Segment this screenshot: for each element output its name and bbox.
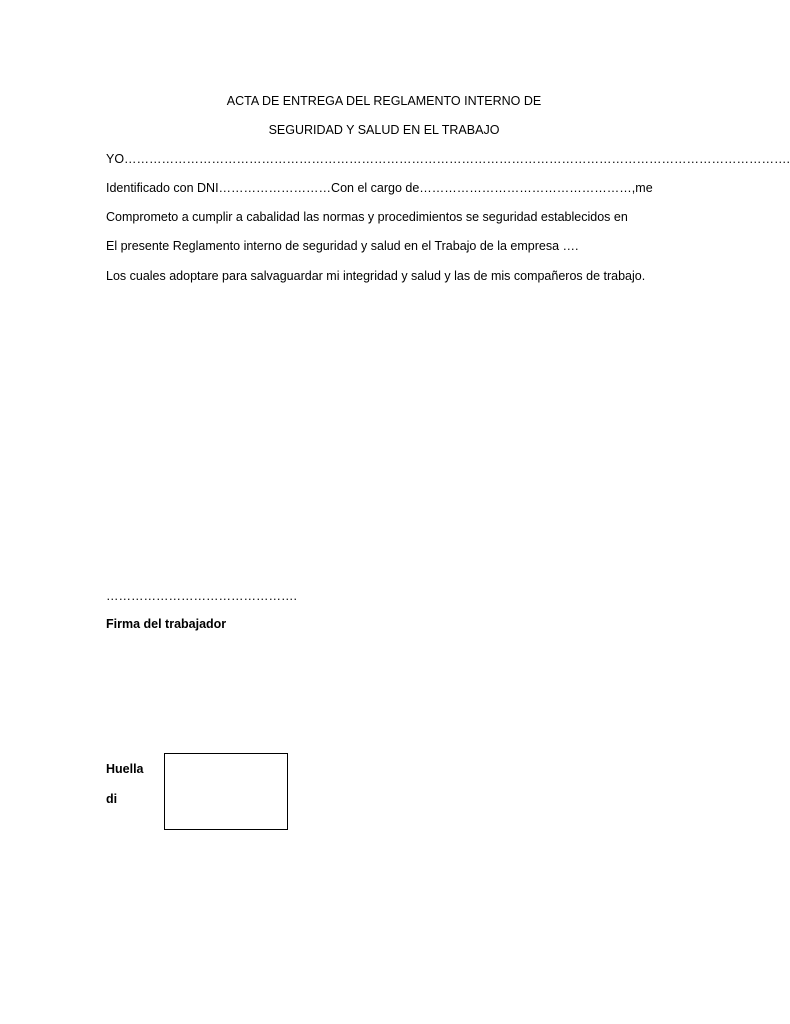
fingerprint-box [164,753,288,830]
body-line-regulation: El presente Reglamento interno de seguridad y salud en el Trabajo de la empresa …. [106,239,579,253]
fingerprint-label-1: Huella [106,762,144,776]
signature-label: Firma del trabajador [106,617,227,631]
body-line-dni: Identificado con DNI………………………Con el cargo de……………………………………………,me [106,181,653,195]
signature-line: ………………………………………. [106,589,297,603]
body-line-purpose: Los cuales adoptare para salvaguardar mi integridad y salud y las de mis compañeros de trabajo. [106,269,646,283]
body-line-name: YO……………………………………………………………………………………………………………………………………………. [106,152,790,166]
fingerprint-label-2: di [106,792,118,806]
document-title-line-1: ACTA DE ENTREGA DEL REGLAMENTO INTERNO DE [226,94,542,108]
body-line-commitment: Comprometo a cumplir a cabalidad las normas y procedimientos se seguridad establecidos en [106,210,628,224]
document-title-line-2: SEGURIDAD Y SALUD EN EL TRABAJO [268,123,500,137]
